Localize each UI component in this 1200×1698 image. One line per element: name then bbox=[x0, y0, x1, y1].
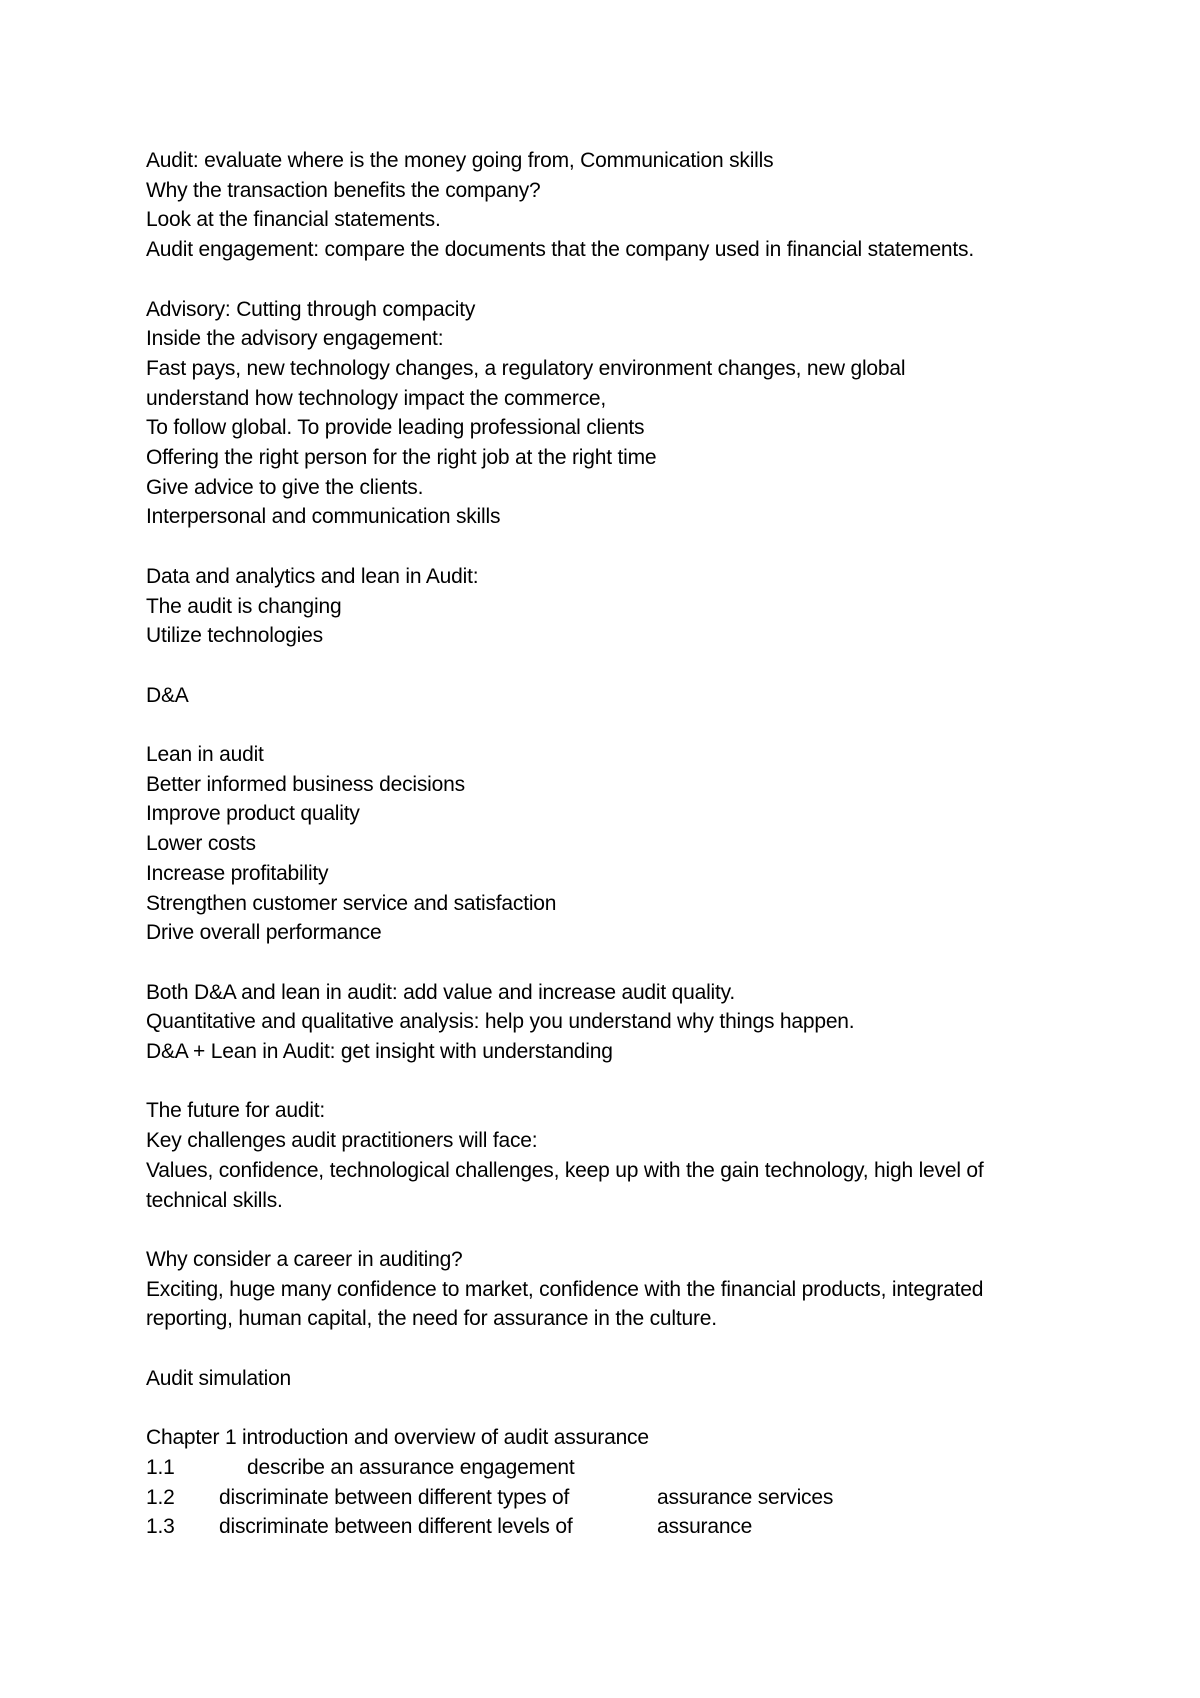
both-section bbox=[146, 978, 1086, 1067]
text-line: Lean in audit bbox=[146, 743, 264, 766]
item-text: discriminate between different levels of bbox=[219, 1515, 573, 1539]
item-text: describe an assurance engagement bbox=[247, 1455, 575, 1479]
text-line: D&A + Lean in Audit: get insight with understanding bbox=[146, 1040, 613, 1064]
list-item bbox=[146, 1512, 1086, 1542]
text-line: Improve product quality bbox=[146, 802, 360, 826]
text-line: To follow global. To provide leading professional clients bbox=[146, 416, 645, 440]
text-line: Drive overall performance bbox=[146, 921, 382, 945]
item-number: 1.1 bbox=[146, 1455, 175, 1479]
document-body bbox=[146, 146, 1086, 1542]
text-line: Lower costs bbox=[146, 832, 256, 856]
text-line: Both D&A and lean in audit: add value and increase audit quality. bbox=[146, 980, 736, 1004]
text-line: Better informed business decisions bbox=[146, 772, 465, 796]
chapter-title: Chapter 1 introduction and overview of audit assurance bbox=[146, 1426, 649, 1450]
text-line: Increase profitability bbox=[146, 861, 329, 885]
text-line: Offering the right person for the right job at the right time bbox=[146, 446, 657, 470]
text-line: Key challenges audit practitioners will face: bbox=[146, 1129, 538, 1153]
text-line: Why the transaction benefits the company? bbox=[146, 178, 541, 202]
simulation-heading: Audit simulation bbox=[146, 1366, 292, 1390]
text-line: Utilize technologies bbox=[146, 624, 323, 648]
text-line: Audit: evaluate where is the money going from, Communication skills bbox=[146, 149, 774, 172]
text-line: The audit is changing bbox=[146, 594, 342, 618]
paragraph-gap bbox=[146, 1215, 1086, 1245]
text-line: Inside the advisory engagement: bbox=[146, 327, 444, 351]
paragraph-gap bbox=[146, 532, 1086, 562]
simulation-section bbox=[146, 1364, 1086, 1394]
audit-section bbox=[146, 146, 1086, 265]
data-analytics-section bbox=[146, 562, 1086, 651]
text-line: Values, confidence, technological challenges, keep up with the gain technology, high level of bbox=[146, 1158, 984, 1182]
career-section bbox=[146, 1245, 1086, 1334]
paragraph-gap bbox=[146, 265, 1086, 295]
item-continuation: assurance services bbox=[657, 1485, 834, 1509]
text-line: Exciting, huge many confidence to market, confidence with the financial products, integrated bbox=[146, 1277, 984, 1301]
lean-section bbox=[146, 740, 1086, 948]
text-line: understand how technology impact the commerce, bbox=[146, 386, 607, 410]
chapter1-section bbox=[146, 1423, 1086, 1542]
paragraph-gap bbox=[146, 948, 1086, 978]
item-number: 1.2 bbox=[146, 1485, 175, 1509]
list-item bbox=[146, 1453, 1086, 1483]
future-section bbox=[146, 1096, 1086, 1215]
paragraph-gap bbox=[146, 651, 1086, 681]
text-line: reporting, human capital, the need for assurance in the culture. bbox=[146, 1307, 717, 1331]
item-number: 1.3 bbox=[146, 1515, 175, 1539]
text-line: The future for audit: bbox=[146, 1099, 326, 1123]
paragraph-gap bbox=[146, 710, 1086, 740]
paragraph-gap bbox=[146, 1067, 1086, 1097]
text-line: Advisory: Cutting through compacity bbox=[146, 297, 476, 321]
list-item bbox=[146, 1483, 1086, 1513]
text-line: Quantitative and qualitative analysis: help you understand why things happen. bbox=[146, 1010, 855, 1034]
text-line: Why consider a career in auditing? bbox=[146, 1247, 463, 1271]
text-line: technical skills. bbox=[146, 1188, 283, 1212]
item-text: discriminate between different types of bbox=[219, 1485, 570, 1509]
text-line: Fast pays, new technology changes, a regulatory environment changes, new global bbox=[146, 356, 906, 380]
text-line: Interpersonal and communication skills bbox=[146, 505, 501, 529]
text-line: Strengthen customer service and satisfaction bbox=[146, 891, 557, 915]
paragraph-gap bbox=[146, 1334, 1086, 1364]
text-line: Data and analytics and lean in Audit: bbox=[146, 564, 479, 588]
text-line: Give advice to give the clients. bbox=[146, 475, 424, 499]
paragraph-gap bbox=[146, 1393, 1086, 1423]
advisory-section bbox=[146, 295, 1086, 533]
text-line: Audit engagement: compare the documents that the company used in financial statements. bbox=[146, 238, 974, 262]
text-line: Look at the financial statements. bbox=[146, 208, 441, 232]
item-continuation: assurance bbox=[657, 1515, 753, 1539]
dna-section bbox=[146, 681, 1086, 711]
dna-heading: D&A bbox=[146, 683, 189, 707]
